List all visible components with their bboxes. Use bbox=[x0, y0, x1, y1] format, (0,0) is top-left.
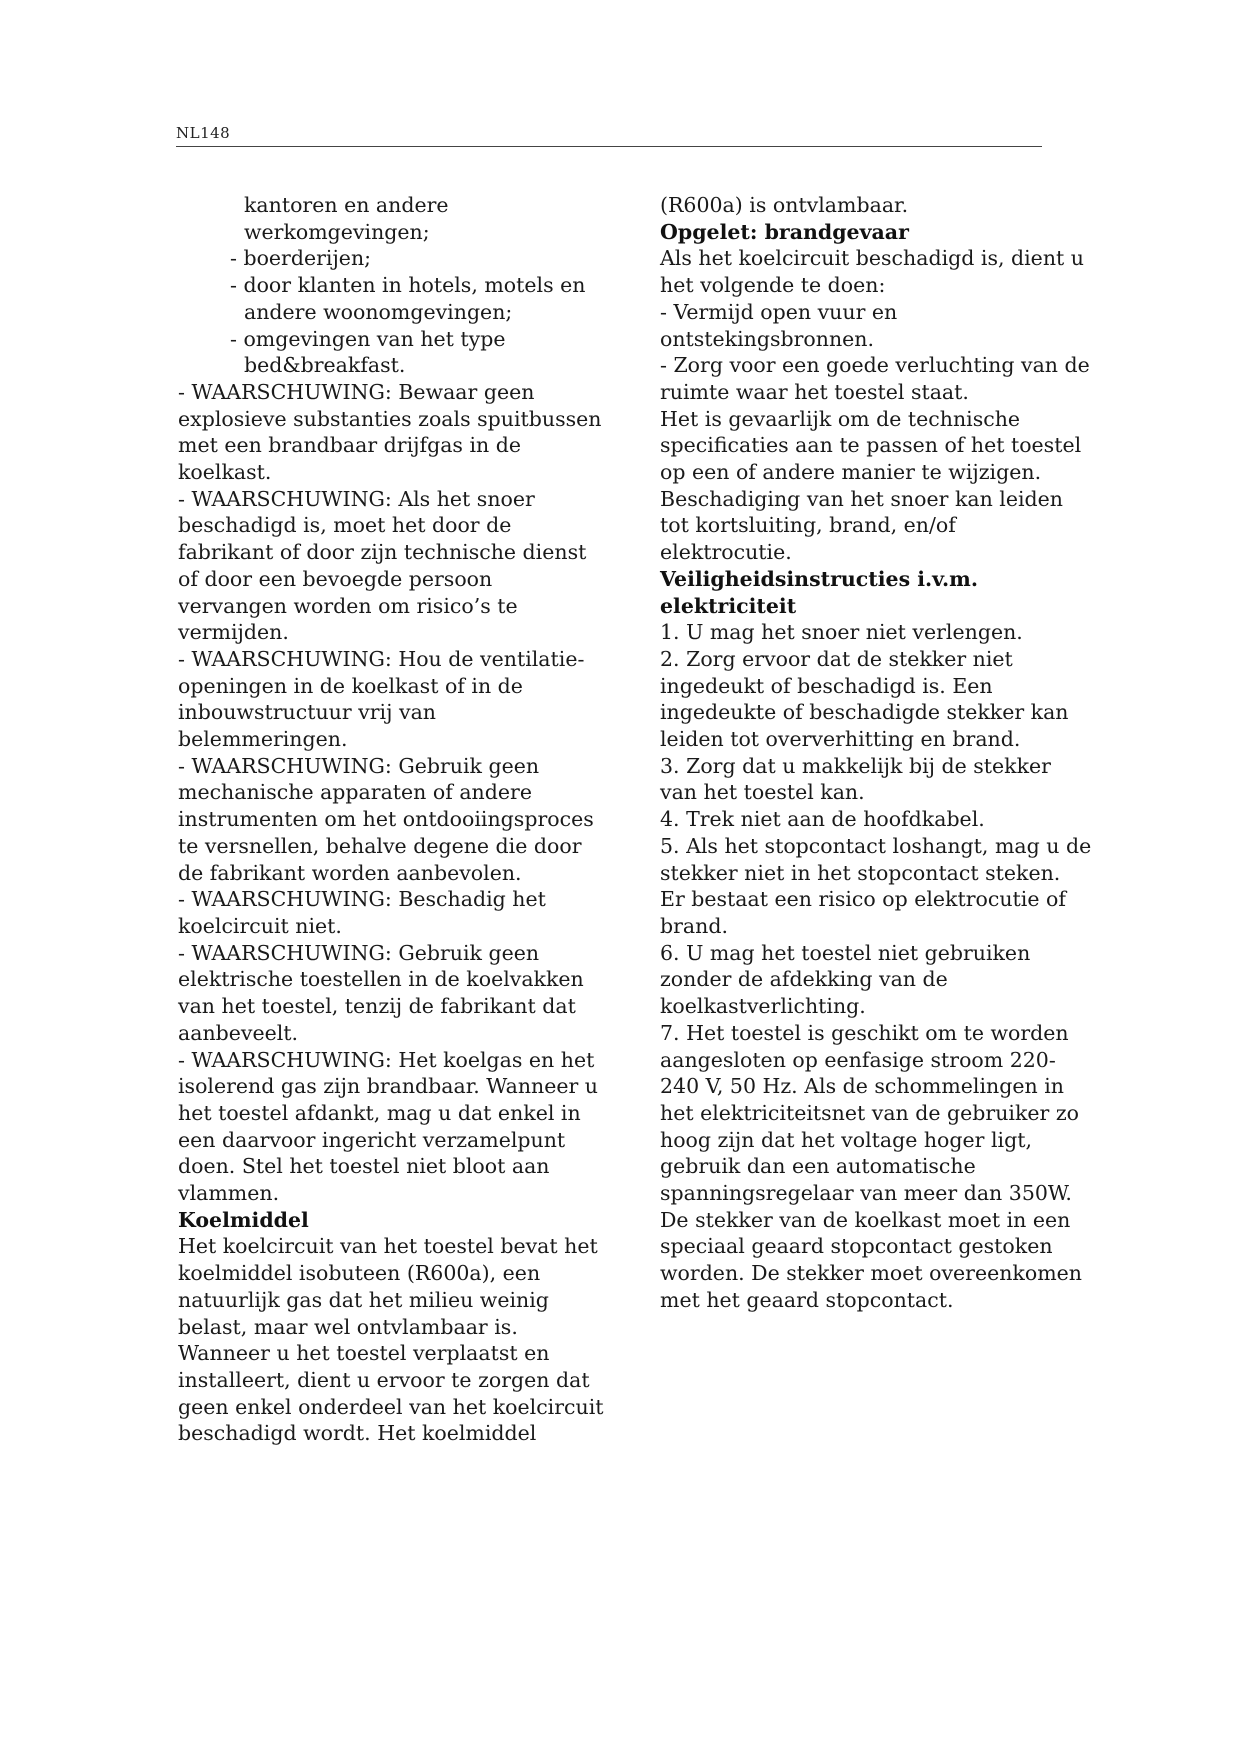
page-header bbox=[176, 122, 1042, 147]
text-line: ingedeukte of beschadigde stekker kan bbox=[660, 700, 1069, 725]
text-line: een daarvoor ingericht verzamelpunt bbox=[178, 1127, 566, 1152]
section-heading: Opgelet: brandgevaar bbox=[660, 219, 909, 244]
text-line: van het toestel kan. bbox=[660, 780, 865, 805]
text-line: worden. De stekker moet overeenkomen bbox=[660, 1261, 1082, 1286]
text-line: van het toestel, tenzij de fabrikant dat bbox=[178, 994, 576, 1019]
page-code: NL148 bbox=[176, 124, 231, 142]
text-line: isolerend gas zijn brandbaar. Wanneer u bbox=[178, 1074, 599, 1099]
text-line: elektrocutie. bbox=[660, 540, 792, 565]
text-line: kantoren en andere bbox=[244, 193, 449, 217]
text-line: - WAARSCHUWING: Het koelgas en het bbox=[178, 1047, 595, 1072]
text-line: 7. Het toestel is geschikt om te worden bbox=[660, 1020, 1069, 1045]
text-line: het elektriciteitsnet van de gebruiker zo bbox=[660, 1100, 1079, 1125]
text-line: 5. Als het stopcontact loshangt, mag u de bbox=[660, 833, 1092, 858]
text-line: - Zorg voor een goede verluchting van de bbox=[660, 353, 1090, 378]
text-line: - WAARSCHUWING: Gebruik geen bbox=[178, 940, 540, 965]
text-line: Als het koelcircuit beschadigd is, dient u bbox=[660, 246, 1084, 271]
text-line: koelkastverlichting. bbox=[660, 994, 866, 1019]
text-line: instrumenten om het ontdooiingsproces bbox=[178, 807, 594, 832]
text-line: brand. bbox=[660, 913, 728, 938]
text-line: - WAARSCHUWING: Gebruik geen bbox=[178, 753, 540, 778]
text-line: beschadigd is, moet het door de bbox=[178, 513, 512, 538]
text-line: hoog zijn dat het voltage hoger ligt, bbox=[660, 1127, 1032, 1152]
text-line: - boerderijen; bbox=[230, 246, 372, 271]
text-line: mechanische apparaten of andere bbox=[178, 780, 532, 805]
text-line: aangesloten op eenfasige stroom 220- bbox=[660, 1047, 1056, 1072]
text-line: bed&breakfast. bbox=[244, 353, 406, 378]
text-line: - omgevingen van het type bbox=[230, 326, 506, 351]
text-line: natuurlijk gas dat het milieu weinig bbox=[178, 1287, 549, 1312]
text-line: openingen in de koelkast of in de bbox=[178, 673, 523, 698]
text-line: vervangen worden om risico’s te bbox=[178, 593, 518, 618]
text-line: koelkast. bbox=[178, 460, 272, 485]
text-line: inbouwstructuur vrij van bbox=[178, 700, 436, 725]
section-heading: Veiligheidsinstructies i.v.m. bbox=[660, 566, 978, 591]
text-line: te versnellen, behalve degene die door bbox=[178, 833, 582, 858]
text-line: vlammen. bbox=[178, 1181, 280, 1206]
text-line: specificaties aan te passen of het toestel bbox=[660, 433, 1082, 458]
text-line: geen enkel onderdeel van het koelcircuit bbox=[178, 1394, 604, 1419]
text-line: ruimte waar het toestel staat. bbox=[660, 379, 969, 404]
text-line: de fabrikant worden aanbevolen. bbox=[178, 860, 522, 885]
text-line: speciaal geaard stopcontact gestoken bbox=[660, 1234, 1053, 1259]
text-line: koelcircuit niet. bbox=[178, 913, 342, 938]
right-text-column bbox=[660, 192, 1100, 1314]
text-line: - WAARSCHUWING: Als het snoer bbox=[178, 486, 535, 511]
text-line: 240 V, 50 Hz. Als de schommelingen in bbox=[660, 1074, 1064, 1099]
text-line: of door een bevoegde persoon bbox=[178, 566, 493, 591]
text-line: zonder de afdekking van de bbox=[660, 967, 948, 992]
text-line: belast, maar wel ontvlambaar is. bbox=[178, 1314, 518, 1339]
text-line: Er bestaat een risico op elektrocutie of bbox=[660, 887, 1066, 912]
text-line: werkomgevingen; bbox=[244, 219, 430, 244]
text-line: het toestel afdankt, mag u dat enkel in bbox=[178, 1100, 581, 1125]
text-line: - WAARSCHUWING: Beschadig het bbox=[178, 887, 546, 912]
text-line: explosieve substanties zoals spuitbussen bbox=[178, 406, 602, 431]
text-line: koelmiddel isobuteen (R600a), een bbox=[178, 1261, 541, 1286]
text-line: (R600a) is ontvlambaar. bbox=[660, 193, 909, 217]
text-line: - WAARSCHUWING: Hou de ventilatie- bbox=[178, 646, 585, 671]
text-line: andere woonomgevingen; bbox=[244, 299, 513, 324]
text-line: ontstekingsbronnen. bbox=[660, 326, 875, 351]
text-line: 2. Zorg ervoor dat de stekker niet bbox=[660, 646, 1013, 671]
text-line: De stekker van de koelkast moet in een bbox=[660, 1207, 1071, 1232]
text-line: ingedeukt of beschadigd is. Een bbox=[660, 673, 993, 698]
text-line: aanbeveelt. bbox=[178, 1020, 299, 1045]
text-line: stekker niet in het stopcontact steken. bbox=[660, 860, 1061, 885]
text-line: Wanneer u het toestel verplaatst en bbox=[178, 1341, 550, 1366]
text-line: op een of andere manier te wijzigen. bbox=[660, 460, 1042, 485]
text-line: tot kortsluiting, brand, en/of bbox=[660, 513, 956, 538]
text-line: doen. Stel het toestel niet bloot aan bbox=[178, 1154, 550, 1179]
text-line: 4. Trek niet aan de hoofdkabel. bbox=[660, 807, 985, 832]
text-line: het volgende te doen: bbox=[660, 273, 886, 298]
text-line: - WAARSCHUWING: Bewaar geen bbox=[178, 379, 535, 404]
text-line: fabrikant of door zijn technische dienst bbox=[178, 540, 587, 565]
text-line: 3. Zorg dat u makkelijk bij de stekker bbox=[660, 753, 1051, 778]
text-line: installeert, dient u ervoor te zorgen dat bbox=[178, 1367, 590, 1392]
text-line: spanningsregelaar van meer dan 350W. bbox=[660, 1181, 1072, 1206]
text-line: 1. U mag het snoer niet verlengen. bbox=[660, 620, 1023, 645]
text-line: gebruik dan een automatische bbox=[660, 1154, 976, 1179]
text-line: leiden tot oververhitting en brand. bbox=[660, 727, 1021, 752]
section-heading: Koelmiddel bbox=[178, 1207, 309, 1232]
text-line: Beschadiging van het snoer kan leiden bbox=[660, 486, 1064, 511]
text-line: Het koelcircuit van het toestel bevat het bbox=[178, 1234, 598, 1259]
text-line: Het is gevaarlijk om de technische bbox=[660, 406, 1021, 431]
text-line: - door klanten in hotels, motels en bbox=[230, 273, 586, 298]
text-line: vermijden. bbox=[178, 620, 289, 645]
text-line: - Vermijd open vuur en bbox=[660, 299, 898, 324]
text-line: elektrische toestellen in de koelvakken bbox=[178, 967, 584, 992]
text-line: 6. U mag het toestel niet gebruiken bbox=[660, 940, 1031, 965]
section-heading: elektriciteit bbox=[660, 593, 797, 618]
text-line: met een brandbaar drijfgas in de bbox=[178, 433, 521, 458]
text-line: belemmeringen. bbox=[178, 727, 348, 752]
text-line: met het geaard stopcontact. bbox=[660, 1287, 954, 1312]
text-line: beschadigd wordt. Het koelmiddel bbox=[178, 1421, 537, 1446]
left-text-column bbox=[178, 192, 618, 1447]
